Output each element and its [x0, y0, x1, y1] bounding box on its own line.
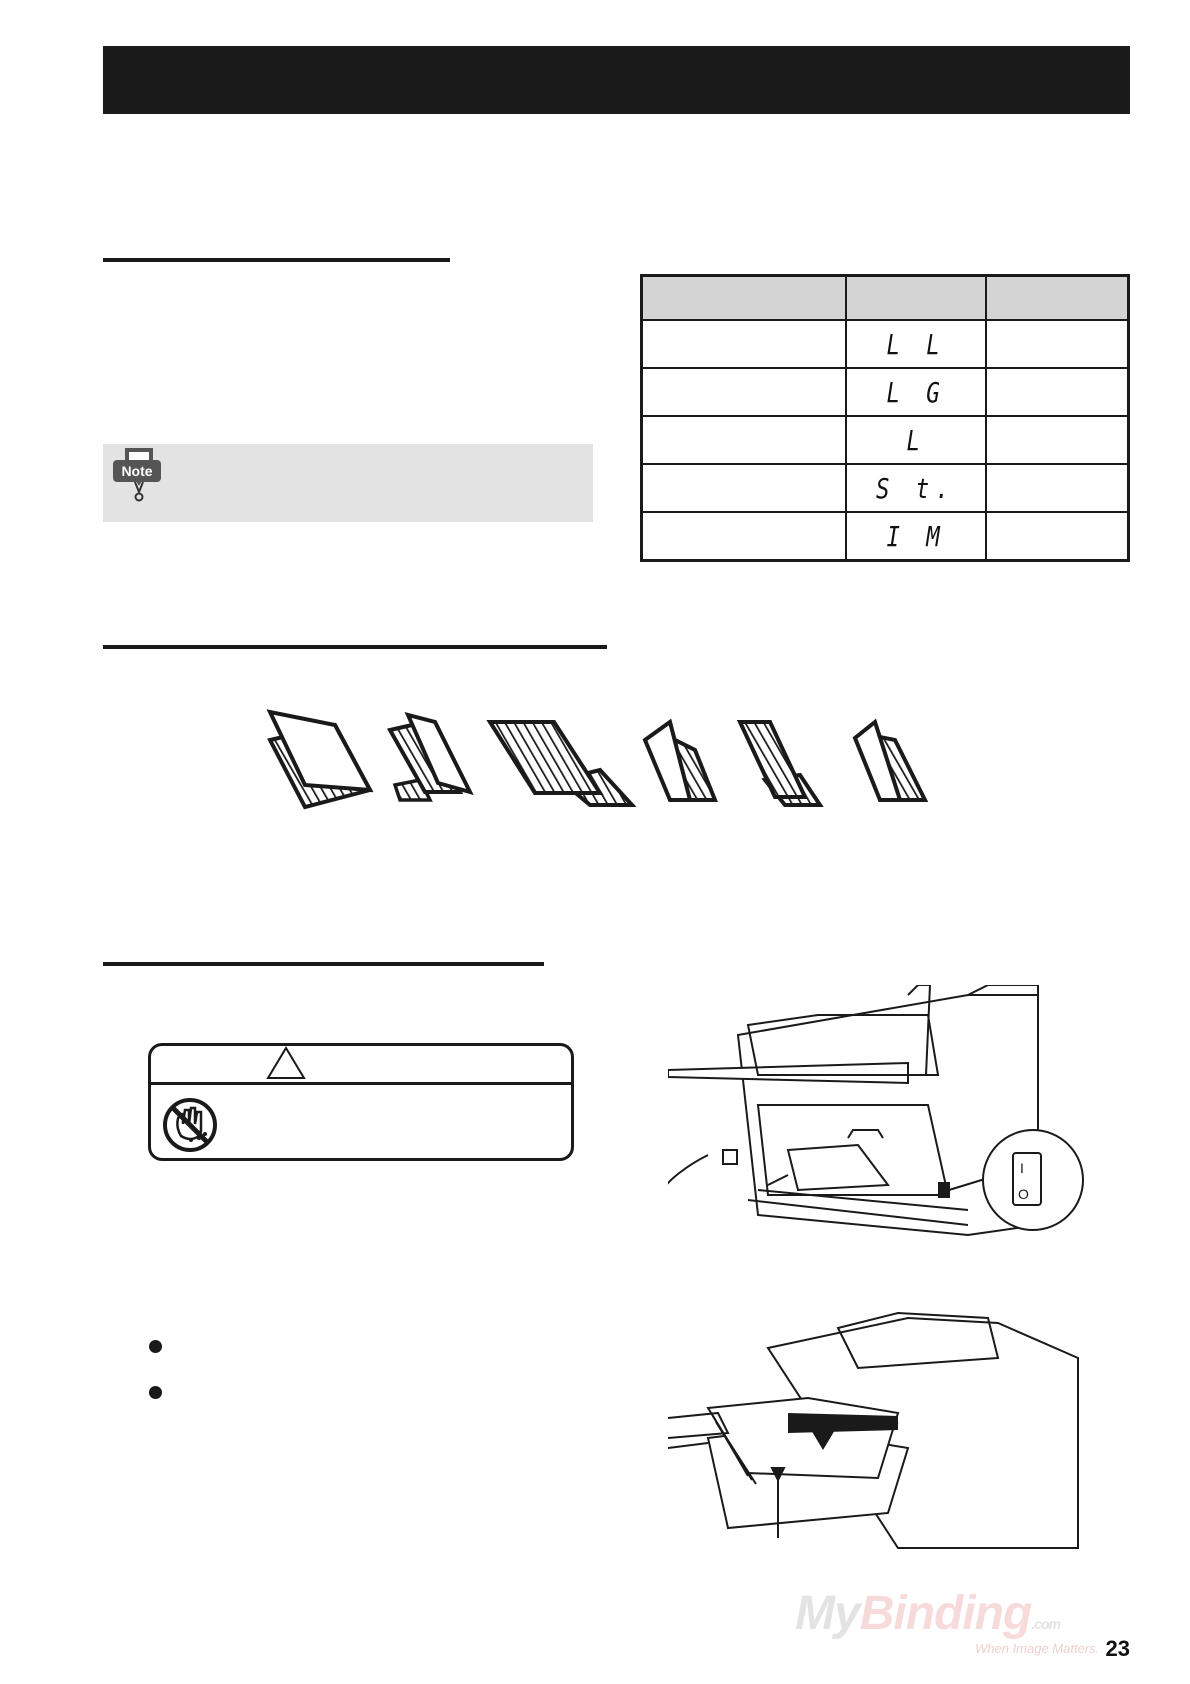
watermark-brand-part2: Binding	[859, 1587, 1032, 1640]
svg-text:O: O	[1018, 1186, 1029, 1202]
watermark-brand	[795, 1586, 1099, 1641]
table-cell	[846, 464, 986, 512]
fold-z-icon	[645, 722, 715, 800]
table-cell	[642, 464, 847, 512]
caution-divider	[151, 1082, 571, 1085]
display-code: I M	[886, 519, 946, 553]
table-cell	[986, 368, 1129, 416]
table-cell	[986, 416, 1129, 464]
table-row	[642, 464, 1129, 512]
table-cell	[846, 512, 986, 561]
table-cell	[642, 416, 847, 464]
fold-types-illustration	[260, 700, 980, 815]
table-header-cell	[642, 276, 847, 321]
table-row	[642, 416, 1129, 464]
table-cell	[846, 416, 986, 464]
table-cell	[986, 320, 1129, 368]
fold-accordion-icon	[740, 722, 820, 805]
table-cell	[986, 512, 1129, 561]
no-wet-hands-icon	[161, 1096, 219, 1154]
display-code: L G	[886, 375, 946, 409]
table-row	[642, 512, 1129, 561]
table-cell	[642, 368, 847, 416]
watermark-brand-part1: My	[795, 1587, 860, 1640]
note-icon	[111, 446, 169, 504]
watermark-tagline: When Image Matters.	[975, 1641, 1100, 1656]
section-rule-1	[103, 258, 450, 262]
display-code: L	[906, 423, 926, 457]
paper-loading-illustration	[668, 1298, 1098, 1558]
watermark-suffix: .com	[1031, 1616, 1060, 1632]
table-header-cell	[986, 276, 1129, 321]
display-code: L L	[886, 327, 946, 361]
warning-triangle-icon	[266, 1046, 306, 1082]
table-cell	[642, 320, 847, 368]
power-switch-illustration	[668, 985, 1098, 1245]
table-cell	[846, 320, 986, 368]
svg-text:I: I	[1020, 1160, 1024, 1176]
bullet-point	[149, 1340, 162, 1353]
table-cell	[986, 464, 1129, 512]
table-cell	[846, 368, 986, 416]
note-box	[103, 444, 593, 522]
header-bar	[103, 46, 1130, 114]
fold-single-icon	[270, 712, 370, 807]
section-rule-2	[103, 645, 607, 649]
table-cell	[642, 512, 847, 561]
watermark	[795, 1586, 1099, 1656]
table-header-row	[642, 276, 1129, 321]
bullet-point	[149, 1386, 162, 1399]
table-header-cell	[846, 276, 986, 321]
fold-double-parallel-icon	[490, 722, 632, 805]
table-row	[642, 320, 1129, 368]
fold-letter-icon	[390, 715, 470, 800]
section-rule-3	[103, 962, 544, 966]
table-row	[642, 368, 1129, 416]
page-number: 23	[1105, 1636, 1130, 1661]
note-icon-label: Note	[121, 463, 153, 479]
display-code-table	[640, 274, 1130, 562]
display-code: S t.	[876, 471, 956, 505]
fold-gate-icon	[855, 722, 925, 800]
caution-box	[148, 1043, 574, 1161]
